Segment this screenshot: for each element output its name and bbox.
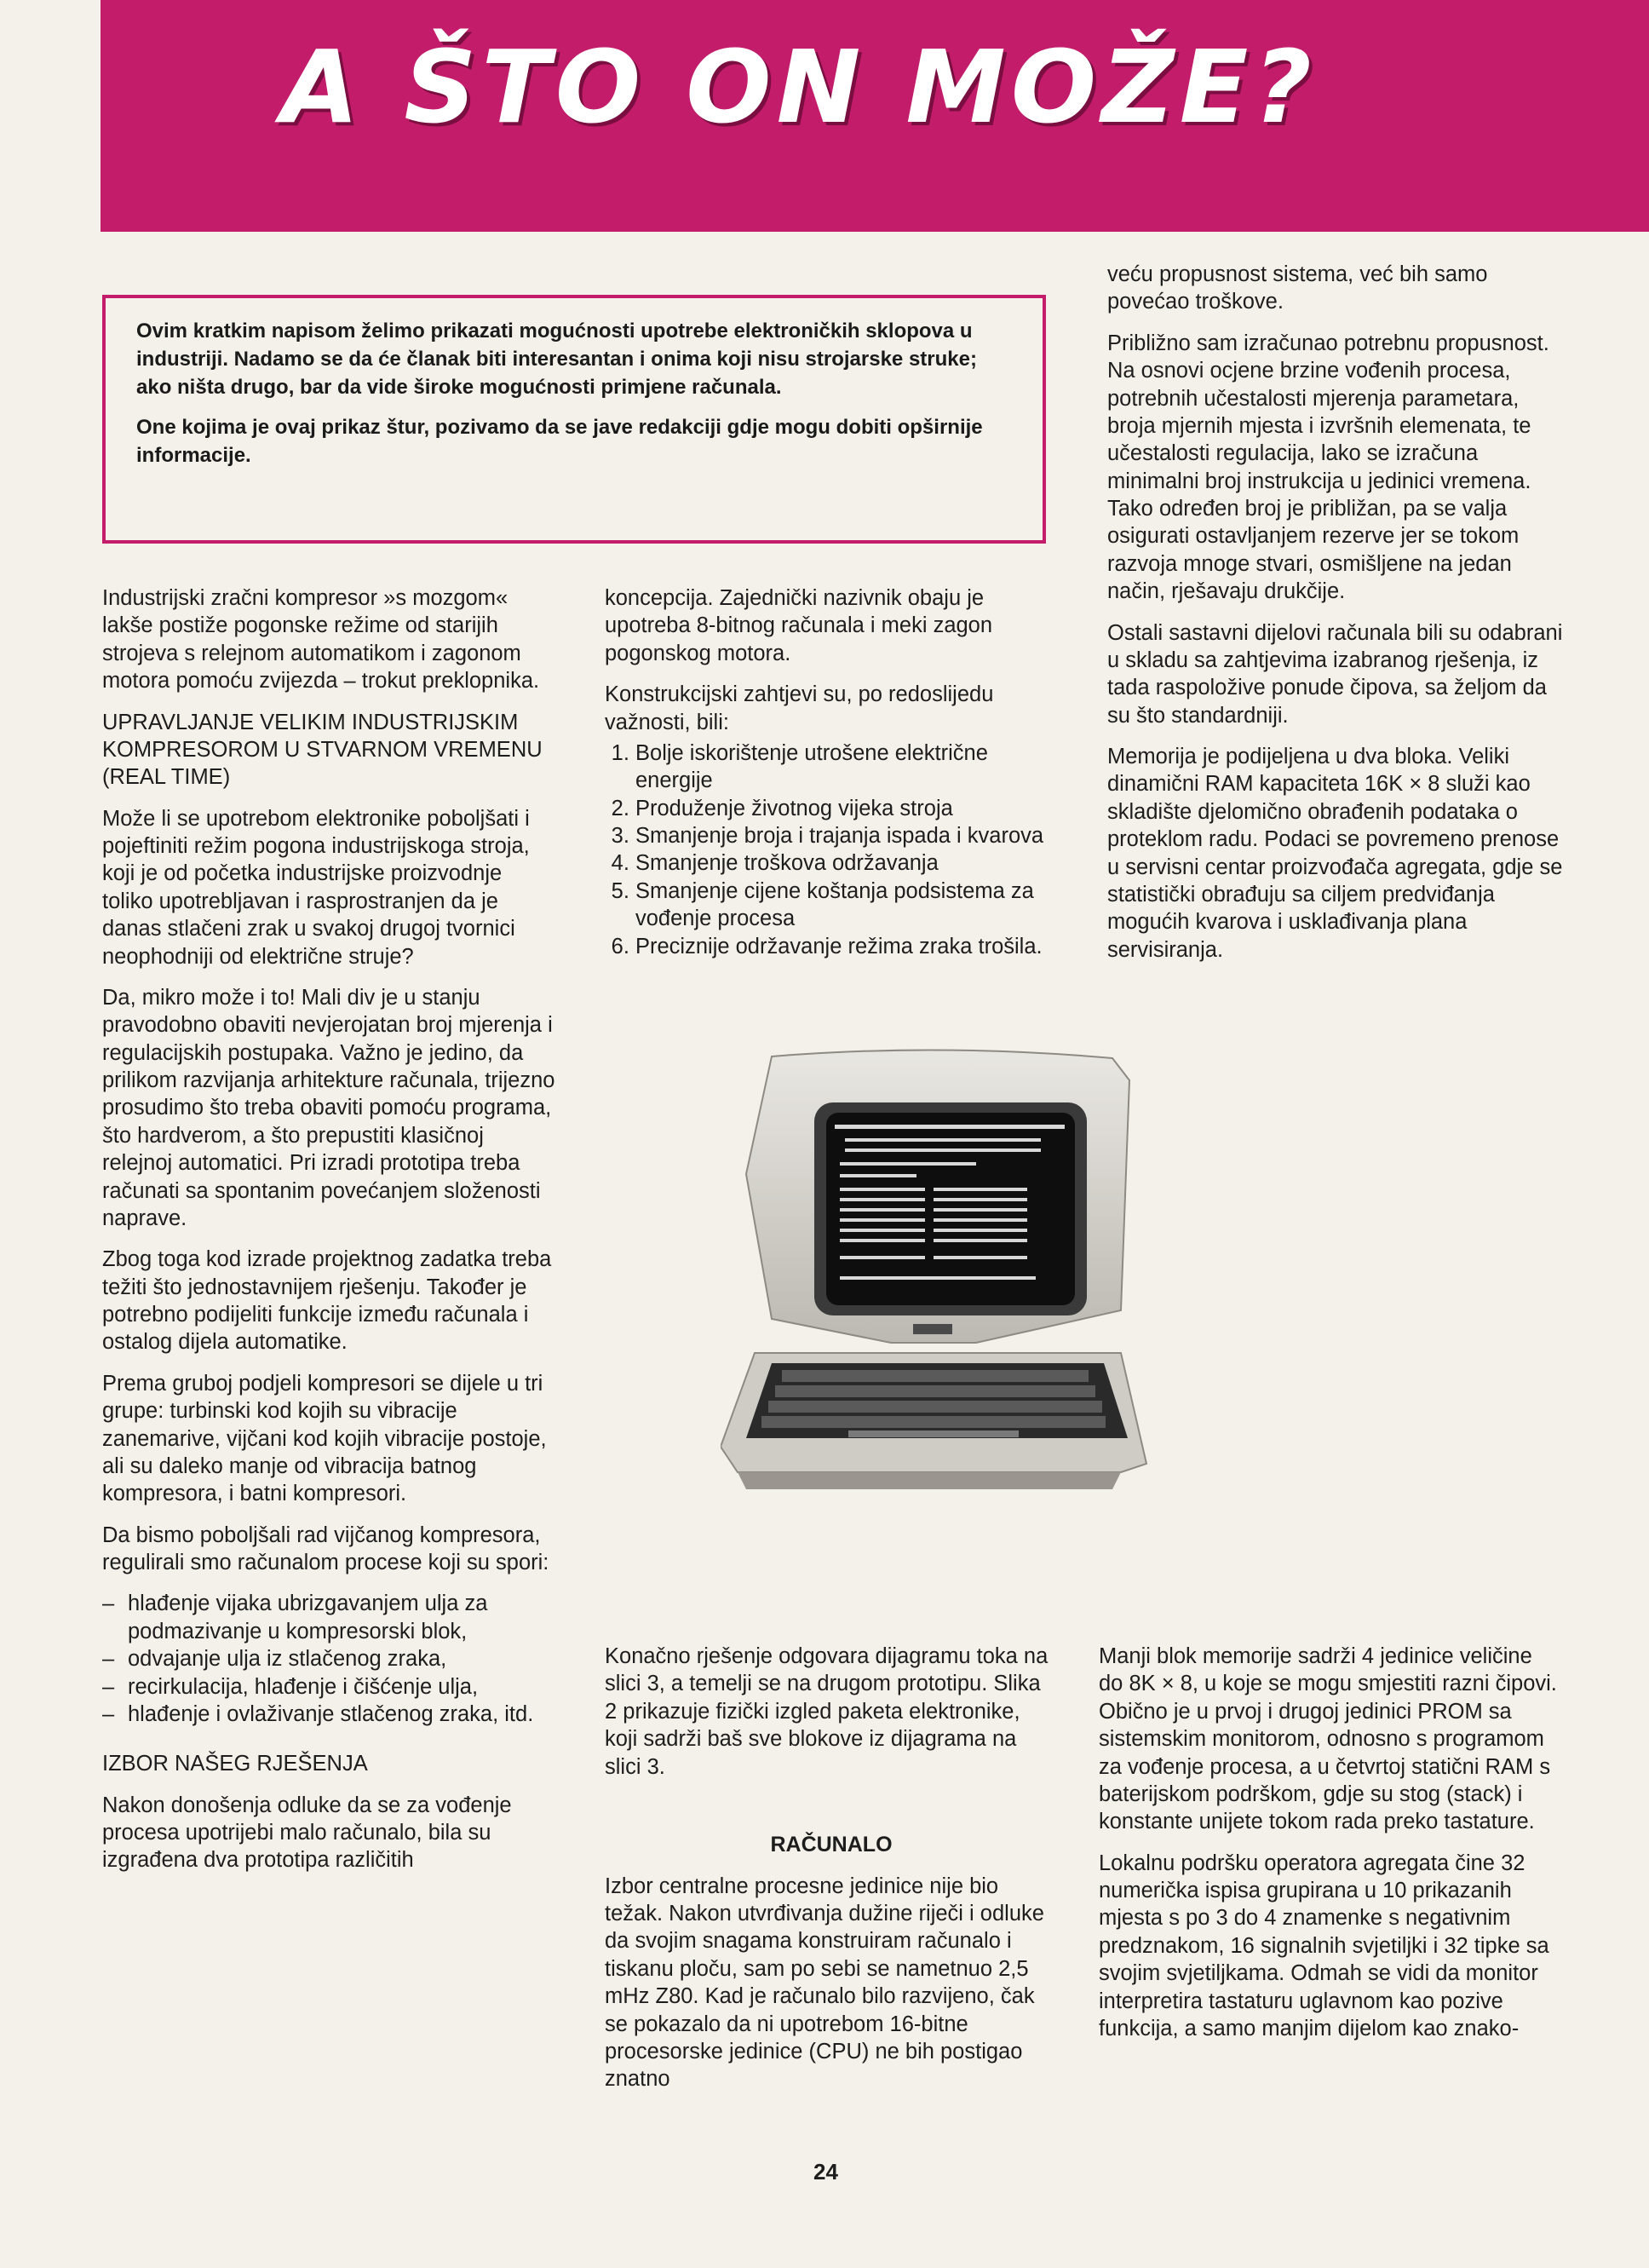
col2-paragraph-3: Konačno rješenje odgovara dijagramu toka na slici 3, a temelji se na drugom prototipu. Slika 2 prikazuje fizički izgled paketa elektronike, koji sadrži baš sve blokove iz dijagrama na slici 3. <box>605 1644 1049 1779</box>
list-item: – hlađenje i ovlaživanje stlačenog zraka, itd. <box>102 1701 557 1728</box>
list-item: 2. Produženje životnog vijeka stroja <box>635 795 1065 822</box>
page-title: A ŠTO ON MOŽE? <box>281 28 1317 146</box>
col3-paragraph-4: Memorija je podijeljena u dva bloka. Veliki dinamični RAM kapaciteta 16K × 8 služi kao skladište djelomično obrađenih podataka o proteklom radu. Podaci se povremeno prenose u servisni centar proizvođača agregata, gdje se statistički obrađuju sa ciljem predviđanja mogućih kvarova i usklađivanja plana servisiranja. <box>1107 745 1563 962</box>
list-item: 6. Preciznije održavanje režima zraka trošila. <box>635 933 1065 960</box>
column-2-bottom <box>605 1643 1058 2107</box>
col1-paragraph-3: Da, mikro može i to! Mali div je u stanju pravodobno obaviti nevjerojatan broj mjerenja i regulacijskih postupaka. Važno je jedino, da prilikom razvijanja arhitekture računala, trijezno prosudimo što treba obaviti pomoću programa, što hardverom, a što prepustiti klasičnoj relejnoj automatici. Pri izradi prototipa treba računati sa spontanim povećanjem složenosti naprave. <box>102 985 555 1230</box>
intro-paragraph-1: Ovim kratkim napisom želimo prikazati mogućnosti upotrebe elektroničkih sklopova u industriji. Nadamo se da će članak biti interesantan i onima koji nisu strojarske struke; ako ništa drugo, bar da vide široke mogućnosti primjene računala. <box>136 319 977 400</box>
column-1 <box>102 584 557 1888</box>
section-heading-computer: RAČUNALO <box>770 1832 893 1856</box>
col1-paragraph-4: Zbog toga kod izrade projektnog zadatka treba težiti što jednostavnijem rješenju. Također je potrebno podijeliti funkcije između računala i ostalog dijela automatike. <box>102 1247 552 1355</box>
col3-paragraph-5: Manji blok memorije sadrži 4 jedinice veličine do 8K × 8, u koje se mogu smjestiti razni čipovi. Obično je u prvoj i drugoj jedinici PROM sa sistemskim monitorom, odnosno s programom za vođenje procesa, a u četvrtoj statični RAM s baterijskom podrškom, gdje su stog (stack) i konstante unijete tokom rada preko tastature. <box>1099 1644 1557 1834</box>
col3-paragraph-2: Približno sam izračunao potrebnu propusnost. Na osnovi ocjene brzine vođenih procesa, potrebnih učestalosti mjerenja parametara, broja mjernih mjesta i izvršnih elemenata, te učestalosti regulacija, lako se izračuna minimalni broj instrukcija u jedinici vremena. Tako određen broj je približan, pa se valja osigurati ostavljanjem rezerve jer se tokom razvoja mnoge stvari, osmišljene na jedan način, rješavaju drukčije. <box>1107 331 1549 604</box>
process-list <box>102 1590 557 1728</box>
intro-paragraph-2: One kojima je ovaj prikaz štur, pozivamo da se jave redakciji gdje mogu dobiti opširnije informacije. <box>136 416 983 468</box>
list-item: – odvajanje ulja iz stlačenog zraka, <box>102 1645 557 1672</box>
list-item: 4. Smanjenje troškova održavanja <box>635 849 1065 877</box>
col3-paragraph-3: Ostali sastavni dijelovi računala bili su odabrani u skladu sa zahtjevima izabranog rješenja, iz tada raspoložive ponude čipova, sa željom da su što standardniji. <box>1107 620 1563 728</box>
list-item: 5. Smanjenje cijene koštanja podsistema za vođenje procesa <box>635 878 1065 933</box>
terminal-photo <box>721 1046 1157 1600</box>
col1-paragraph-1: Industrijski zračni kompresor »s mozgom« lakše postiže pogonske režime od starijih strojeva s relejnom automatikom i zagonom motora pomoću zvijezda – trokut preklopnika. <box>102 586 540 694</box>
column-3-top <box>1107 261 1566 977</box>
column-2-top <box>605 584 1065 974</box>
requirements-list <box>605 740 1065 960</box>
section-heading-solution: IZBOR NAŠEG RJEŠENJA <box>102 1752 368 1776</box>
col2-paragraph-4: Izbor centralne procesne jedinice nije bio težak. Nakon utvrđivanja dužine riječi i odluke da svojim snagama konstruiram računalo i tiskanu ploču, sam po sebi se nametnuo 2,5 mHz Z80. Kad je računalo bilo razvijeno, čak se pokazalo da ni upotrebom 16-bitne procesorske jedinice (CPU) ne bih postigao znatno <box>605 1874 1044 2092</box>
intro-box <box>102 295 1046 544</box>
page-number: 24 <box>813 2159 838 2185</box>
list-item: 1. Bolje iskorištenje utrošene električne energije <box>635 740 1065 795</box>
column-3-bottom <box>1099 1643 1559 2056</box>
col2-paragraph-2: Konstrukcijski zahtjevi su, po redoslijedu važnosti, bili: <box>605 682 994 734</box>
col1-paragraph-5: Prema gruboj podjeli kompresori se dijele u tri grupe: turbinski kod kojih su vibracije zanemarive, vijčani kod kojih vibracije postoje, ali su daleko manje od vibracija batnog kompresora, i batni kompresori. <box>102 1371 547 1506</box>
col2-paragraph-1: koncepcija. Zajednički nazivnik obaju je upotreba 8-bitnog računala i meki zagon pogonskog motora. <box>605 586 993 665</box>
list-item: 3. Smanjenje broja i trajanja ispada i kvarova <box>635 822 1065 849</box>
col1-paragraph-6: Da bismo poboljšali rad vijčanog kompresora, regulirali smo računalom procese koji su spori: <box>102 1523 549 1574</box>
section-heading-realtime: UPRAVLJANJE VELIKIM INDUSTRIJSKIM KOMPRESOROM U STVARNOM VREMENU (REAL TIME) <box>102 710 543 790</box>
col1-paragraph-7: Nakon donošenja odluke da se za vođenje procesa upotrijebi malo računalo, bila su izgrađena dva prototipa različitih <box>102 1793 512 1873</box>
list-item: – recirkulacija, hlađenje i čišćenje ulja, <box>102 1673 557 1701</box>
col3-paragraph-6: Lokalnu podršku operatora agregata čine 32 numerička ispisa grupirana u 10 prikazanih mjesta s po 3 do 4 znamenke s negativnim predznakom, 16 signalnih svjetiljki i 32 tipke sa svojim svjetiljkama. Odmah se vidi da monitor interpretira tastaturu uglavnom kao pozive funkcija, a samo manjim dijelom kao znako- <box>1099 1851 1549 2041</box>
list-item: – hlađenje vijaka ubrizgavanjem ulja za podmazivanje u kompresorski blok, <box>102 1590 557 1645</box>
col1-paragraph-2: Može li se upotrebom elektronike poboljšati i pojeftiniti režim pogona industrijskoga stroja, koji je od početka industrijske proizvodnje toliko upotrebljavan i rasprostranjen da je danas stlačeni zrak u svakoj drugoj tvornici neophodniji od električne struje? <box>102 806 530 969</box>
col3-paragraph-1: veću propusnost sistema, već bih samo povećao troškove. <box>1107 262 1488 314</box>
title-banner <box>101 0 1649 232</box>
